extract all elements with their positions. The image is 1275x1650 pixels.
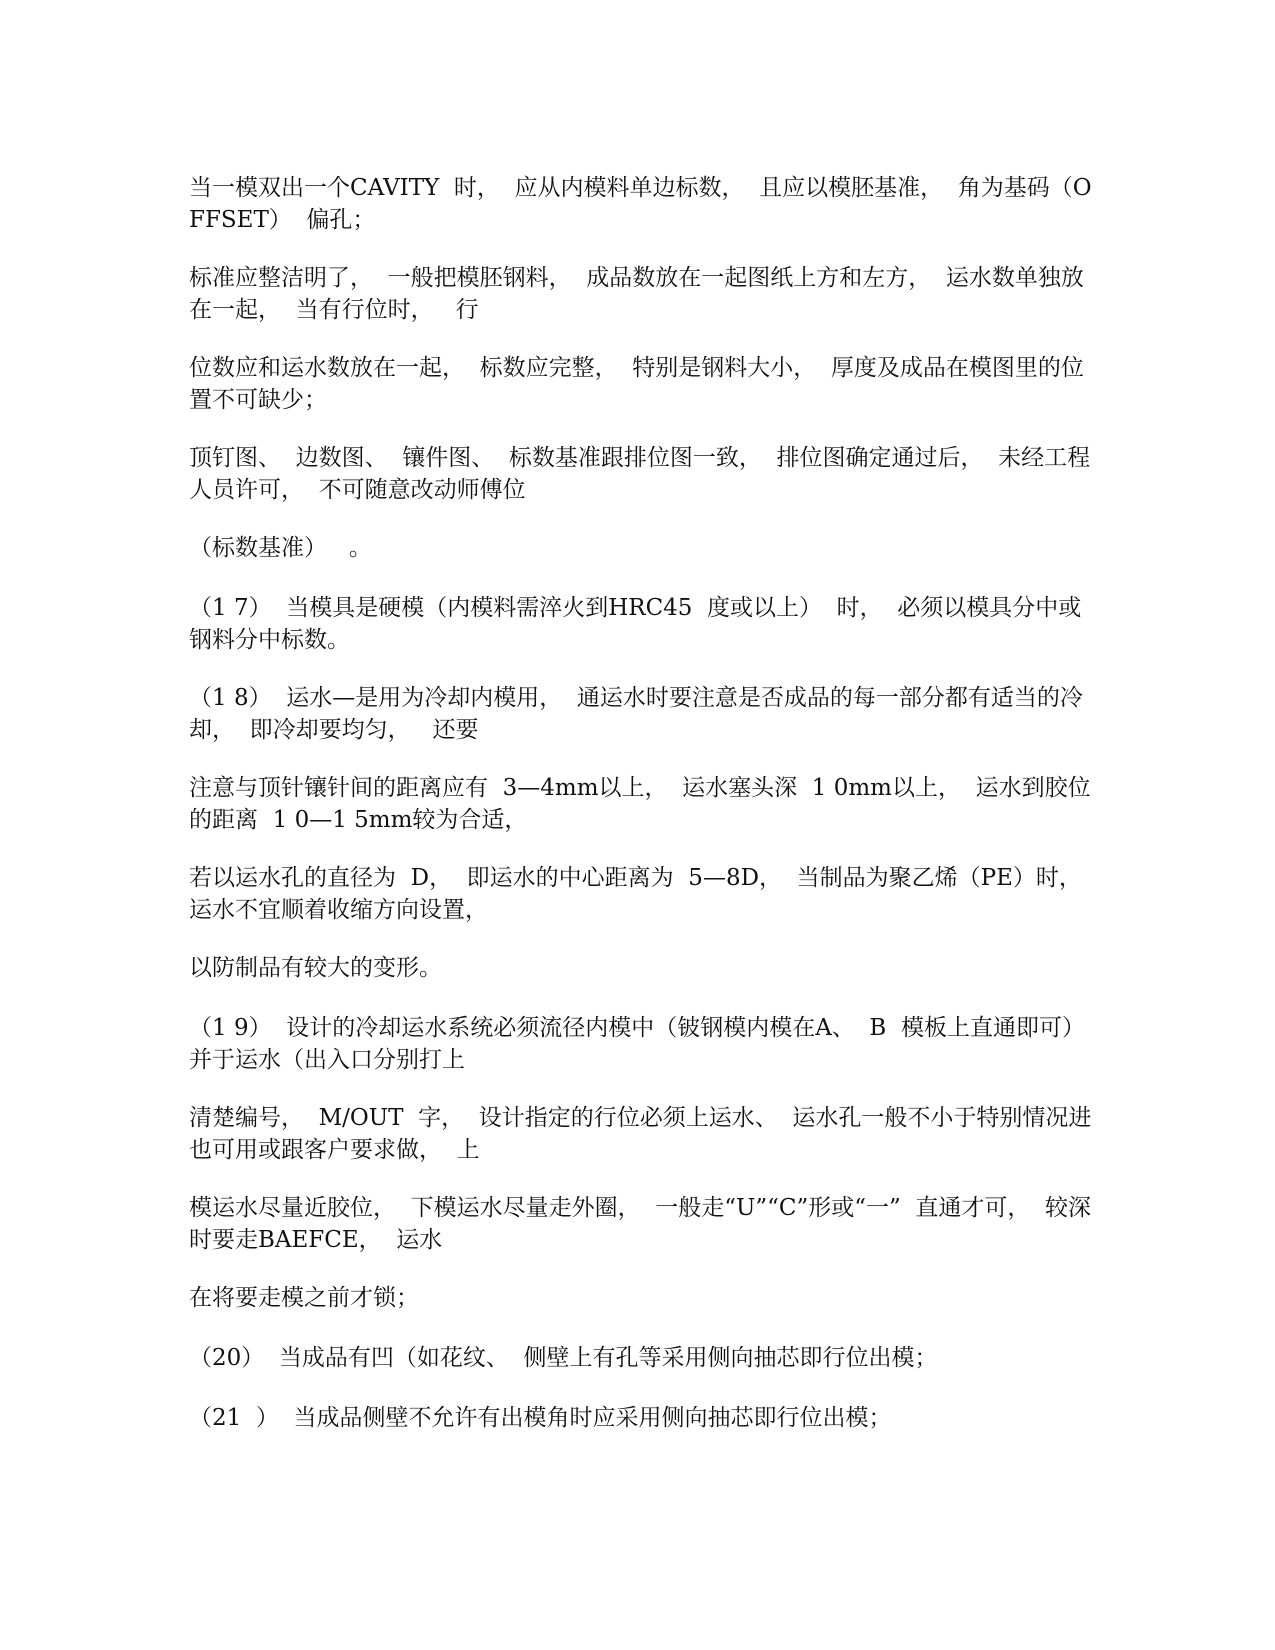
- paragraph-datum-note: （标数基准） 。: [189, 535, 372, 561]
- paragraph-deformation: 以防制品有较大的变形。: [189, 955, 442, 981]
- paragraph-item-21: （21 ） 当成品侧壁不允许有出模角时应采用侧向抽芯即行位出模；: [189, 1405, 892, 1431]
- paragraph-item-20: （20） 当成品有凹（如花纹、 侧壁上有孔等采用侧向抽芯即行位出模；: [189, 1345, 938, 1371]
- paragraph-numbering: 清楚编号， M/OUT 字， 设计指定的行位必须上运水、 运水孔一般不小于特别情况进也可用或跟客户要求做， 上: [189, 1105, 1092, 1163]
- paragraph-item-17: （1 7） 当模具是硬模（内模料需淬火到HRC45 度或以上） 时， 必须以模具分中或钢料分中标数。: [189, 595, 1082, 653]
- paragraph-slider-dimensions: 位数应和运水数放在一起， 标数应完整， 特别是钢料大小， 厚度及成品在模图里的位置不可缺少；: [189, 355, 1084, 413]
- paragraph-item-19: （1 9） 设计的冷却运水系统必须流径内模中（铍钢模内模在A、 B 模板上直通即可） 并于运水（出入口分别打上: [189, 1015, 1100, 1073]
- paragraph-cavity-offset: 当一模双出一个CAVITY 时， 应从内模料单边标数， 且应以模胚基准， 角为基码（OFFSET） 偏孔；: [189, 175, 1092, 233]
- paragraph-lock: 在将要走模之前才锁；: [189, 1285, 419, 1311]
- paragraph-item-18: （1 8） 运水—是用为冷却内模用， 通运水时要注意是否成品的每一部分都有适当的冷却， 即冷却要均匀， 还要: [189, 685, 1083, 743]
- paragraph-cooling-route: 模运水尽量近胶位， 下模运水尽量走外圈， 一般走“U”“C”形或“一” 直通才可， 较深时要走BAEFCE， 运水: [189, 1195, 1092, 1253]
- paragraph-ejector-drawings: 顶钉图、 边数图、 镶件图、 标数基准跟排位图一致， 排位图确定通过后， 未经工程人员许可， 不可随意改动师傅位: [189, 445, 1091, 503]
- document-body: [189, 172, 1099, 1462]
- paragraph-cooling-distance: 注意与顶针镶针间的距离应有 3—4mm以上， 运水塞头深 1 0mm以上， 运水到胶位的距离 1 0—1 5mm较为合适，: [189, 775, 1091, 833]
- paragraph-cooling-diameter: 若以运水孔的直径为 D， 即运水的中心距离为 5—8D， 当制品为聚乙烯（PE）时， 运水不宜顺着收缩方向设置，: [189, 865, 1097, 923]
- paragraph-drawing-standard: 标准应整洁明了， 一般把模胚钢料， 成品数放在一起图纸上方和左方， 运水数单独放在一起， 当有行位时， 行: [189, 265, 1084, 323]
